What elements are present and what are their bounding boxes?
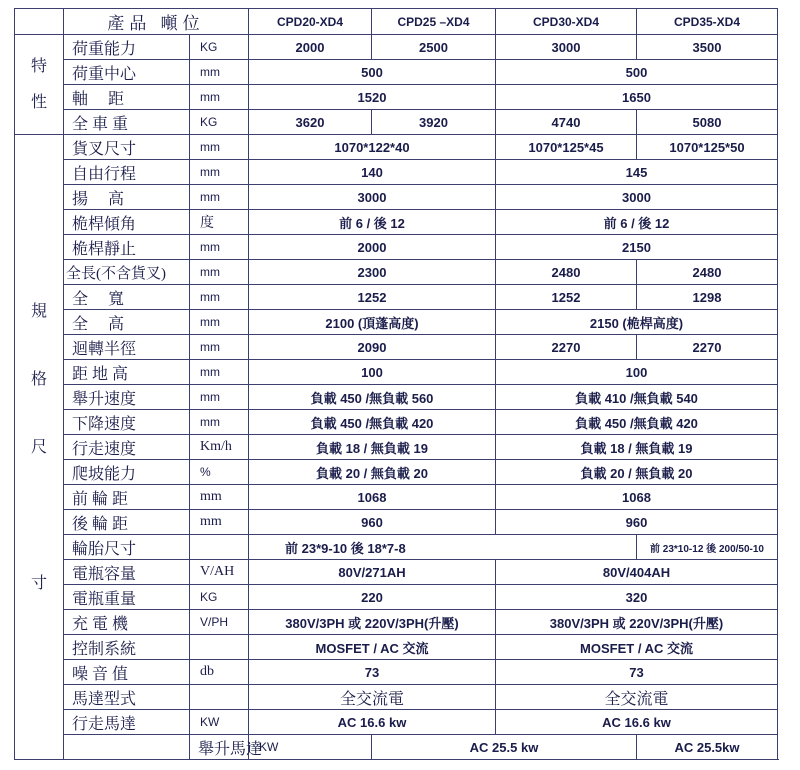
- row-gradeability: [15, 460, 778, 485]
- row-lift-motor: [15, 735, 778, 760]
- value-battery-capacity-large: 80V/404AH: [496, 560, 778, 585]
- unit-load-capacity: KG: [190, 35, 249, 60]
- unit-noise: db: [190, 660, 249, 685]
- value-charger-small: 380V/3PH 或 220V/3PH(升壓): [249, 610, 496, 635]
- label-travel-motor: 行走馬達: [64, 710, 190, 735]
- value-load-capacity-cpd35: 3500: [637, 35, 778, 60]
- value-fork-size-small: 1070*122*40: [249, 135, 496, 160]
- value-battery-weight-large: 320: [496, 585, 778, 610]
- value-rear-tread-large: 960: [496, 510, 778, 535]
- label-mast-static: 桅桿靜止: [64, 235, 190, 260]
- value-fork-size-cpd30: 1070*125*45: [496, 135, 637, 160]
- value-travel-motor-small: AC 16.6 kw: [249, 710, 496, 735]
- unit-travel-speed: Km/h: [190, 435, 249, 460]
- label-turning-radius: 迴轉半徑: [64, 335, 190, 360]
- row-total-weight: [15, 110, 778, 135]
- value-turning-radius-cpd30: 2270: [496, 335, 637, 360]
- row-free-lift: [15, 160, 778, 185]
- label-overall-height: 全 高: [64, 310, 190, 335]
- value-ground-clearance-small: 100: [249, 360, 496, 385]
- label-charger: 充 電 機: [64, 610, 190, 635]
- value-lower-speed-small: 負載 450 /無負載 420: [249, 410, 496, 435]
- spec-table: [14, 8, 778, 760]
- value-lift-motor-small: AC 25.5 kw: [372, 735, 637, 760]
- unit-battery-capacity: V/AH: [190, 560, 249, 585]
- row-overall-height: [15, 310, 778, 335]
- unit-ground-clearance: mm: [190, 360, 249, 385]
- unit-lower-speed: mm: [190, 410, 249, 435]
- value-control-system-small: MOSFET / AC 交流: [249, 635, 496, 660]
- label-wheelbase: 軸 距: [64, 85, 190, 110]
- value-overall-width-cpd35: 1298: [637, 285, 778, 310]
- unit-travel-motor: KW: [190, 710, 249, 735]
- value-noise-large: 73: [496, 660, 778, 685]
- value-total-weight-cpd20: 3620: [249, 110, 372, 135]
- category-empty-cell: [64, 735, 190, 760]
- value-free-lift-large: 145: [496, 160, 778, 185]
- value-overall-height-small: 2100 (頂蓬高度): [249, 310, 496, 335]
- unit-mast-tilt: 度: [190, 210, 249, 235]
- label-load-center: 荷重中心: [64, 60, 190, 85]
- value-total-weight-cpd30: 4740: [496, 110, 637, 135]
- row-motor-type: [15, 685, 778, 710]
- value-lower-speed-large: 負載 450 /無負載 420: [496, 410, 778, 435]
- unit-overall-height: mm: [190, 310, 249, 335]
- label-control-system: 控制系統: [64, 635, 190, 660]
- label-lift-speed: 舉升速度: [64, 385, 190, 410]
- unit-wheelbase: mm: [190, 85, 249, 110]
- row-front-tread: [15, 485, 778, 510]
- value-fork-size-cpd35: 1070*125*50: [637, 135, 778, 160]
- value-gradeability-large: 負載 20 / 無負載 20: [496, 460, 778, 485]
- label-lift-height: 揚 高: [64, 185, 190, 210]
- unit-motor-type: [190, 685, 249, 710]
- value-wheelbase-small: 1520: [249, 85, 496, 110]
- header-row: [15, 9, 778, 35]
- unit-tire-size: [190, 535, 249, 560]
- model-cpd25: CPD25 –XD4: [372, 9, 496, 35]
- label-travel-speed: 行走速度: [64, 435, 190, 460]
- value-mast-tilt-small: 前 6 / 後 12: [249, 210, 496, 235]
- value-lift-speed-small: 負載 450 /無負載 560: [249, 385, 496, 410]
- value-control-system-large: MOSFET / AC 交流: [496, 635, 778, 660]
- value-tire-size-large: 前 23*10-12 後 200/50-10: [637, 535, 778, 560]
- unit-lift-motor: KW: [249, 735, 372, 760]
- label-tire-size: 輪胎尺寸: [64, 535, 190, 560]
- row-lift-speed: [15, 385, 778, 410]
- unit-turning-radius: mm: [190, 335, 249, 360]
- value-mast-static-small: 2000: [249, 235, 496, 260]
- value-front-tread-small: 1068: [249, 485, 496, 510]
- label-overall-width: 全 寬: [64, 285, 190, 310]
- value-front-tread-large: 1068: [496, 485, 778, 510]
- value-rear-tread-small: 960: [249, 510, 496, 535]
- unit-battery-weight: KG: [190, 585, 249, 610]
- value-overall-width-small: 1252: [249, 285, 496, 310]
- row-mast-tilt: [15, 210, 778, 235]
- value-lift-speed-large: 負載 410 /無負載 540: [496, 385, 778, 410]
- label-mast-tilt: 桅桿傾角: [64, 210, 190, 235]
- value-gradeability-small: 負載 20 / 無負載 20: [249, 460, 496, 485]
- row-battery-capacity: [15, 560, 778, 585]
- value-turning-radius-small: 2090: [249, 335, 496, 360]
- value-total-weight-cpd25: 3920: [372, 110, 496, 135]
- row-lift-height: [15, 185, 778, 210]
- unit-overall-width: mm: [190, 285, 249, 310]
- value-tire-size-small: 前 23*9-10 後 18*7-8: [249, 535, 637, 560]
- value-turning-radius-cpd35: 2270: [637, 335, 778, 360]
- unit-gradeability: %: [190, 460, 249, 485]
- unit-charger: V/PH: [190, 610, 249, 635]
- value-charger-large: 380V/3PH 或 220V/3PH(升壓): [496, 610, 778, 635]
- value-lift-motor-large: AC 25.5kw: [637, 735, 778, 760]
- label-fork-size: 貨叉尺寸: [64, 135, 190, 160]
- value-motor-type-large: 全交流電: [496, 685, 778, 710]
- value-ground-clearance-large: 100: [496, 360, 778, 385]
- label-motor-type: 馬達型式: [64, 685, 190, 710]
- label-noise: 噪 音 值: [64, 660, 190, 685]
- label-rear-tread: 後 輪 距: [64, 510, 190, 535]
- row-charger: [15, 610, 778, 635]
- label-lower-speed: 下降速度: [64, 410, 190, 435]
- value-load-center-small: 500: [249, 60, 496, 85]
- model-cpd35: CPD35-XD4: [637, 9, 778, 35]
- value-travel-speed-large: 負載 18 / 無負載 19: [496, 435, 778, 460]
- row-fork-size: [15, 135, 778, 160]
- unit-control-system: [190, 635, 249, 660]
- header-title: 產品 噸位: [64, 9, 249, 35]
- row-overall-width: [15, 285, 778, 310]
- label-overall-length: 全長(不含貨叉): [64, 260, 190, 285]
- label-lift-motor: 舉升馬達: [190, 735, 249, 760]
- value-load-capacity-cpd25: 2500: [372, 35, 496, 60]
- value-travel-motor-large: AC 16.6 kw: [496, 710, 778, 735]
- row-lower-speed: [15, 410, 778, 435]
- row-turning-radius: [15, 335, 778, 360]
- label-gradeability: 爬坡能力: [64, 460, 190, 485]
- value-battery-weight-small: 220: [249, 585, 496, 610]
- value-mast-tilt-large: 前 6 / 後 12: [496, 210, 778, 235]
- unit-rear-tread: mm: [190, 510, 249, 535]
- value-load-capacity-cpd30: 3000: [496, 35, 637, 60]
- value-travel-speed-small: 負載 18 / 無負載 19: [249, 435, 496, 460]
- row-travel-speed: [15, 435, 778, 460]
- corner-cell: [15, 9, 64, 35]
- value-motor-type-small: 全交流電: [249, 685, 496, 710]
- row-wheelbase: [15, 85, 778, 110]
- unit-overall-length: mm: [190, 260, 249, 285]
- label-free-lift: 自由行程: [64, 160, 190, 185]
- label-ground-clearance: 距 地 高: [64, 360, 190, 385]
- value-total-weight-cpd35: 5080: [637, 110, 778, 135]
- value-battery-capacity-small: 80V/271AH: [249, 560, 496, 585]
- value-overall-length-cpd35: 2480: [637, 260, 778, 285]
- value-lift-height-large: 3000: [496, 185, 778, 210]
- value-mast-static-large: 2150: [496, 235, 778, 260]
- category-properties: 特 性: [15, 35, 64, 135]
- row-load-center: [15, 60, 778, 85]
- label-load-capacity: 荷重能力: [64, 35, 190, 60]
- model-cpd20: CPD20-XD4: [249, 9, 372, 35]
- row-noise: [15, 660, 778, 685]
- unit-total-weight: KG: [190, 110, 249, 135]
- row-travel-motor: [15, 710, 778, 735]
- value-free-lift-small: 140: [249, 160, 496, 185]
- row-tire-size: [15, 535, 778, 560]
- row-overall-length: [15, 260, 778, 285]
- unit-free-lift: mm: [190, 160, 249, 185]
- value-lift-height-small: 3000: [249, 185, 496, 210]
- label-front-tread: 前 輪 距: [64, 485, 190, 510]
- label-total-weight: 全 車 重: [64, 110, 190, 135]
- row-battery-weight: [15, 585, 778, 610]
- unit-front-tread: mm: [190, 485, 249, 510]
- value-load-center-large: 500: [496, 60, 778, 85]
- row-load-capacity: [15, 35, 778, 60]
- label-battery-weight: 電瓶重量: [64, 585, 190, 610]
- row-mast-static: [15, 235, 778, 260]
- model-cpd30: CPD30-XD4: [496, 9, 637, 35]
- value-overall-width-cpd30: 1252: [496, 285, 637, 310]
- value-load-capacity-cpd20: 2000: [249, 35, 372, 60]
- value-wheelbase-large: 1650: [496, 85, 778, 110]
- unit-mast-static: mm: [190, 235, 249, 260]
- label-battery-capacity: 電瓶容量: [64, 560, 190, 585]
- unit-load-center: mm: [190, 60, 249, 85]
- row-ground-clearance: [15, 360, 778, 385]
- value-overall-length-small: 2300: [249, 260, 496, 285]
- row-control-system: [15, 635, 778, 660]
- row-rear-tread: [15, 510, 778, 535]
- value-overall-height-large: 2150 (桅桿高度): [496, 310, 778, 335]
- value-overall-length-cpd30: 2480: [496, 260, 637, 285]
- unit-fork-size: mm: [190, 135, 249, 160]
- value-noise-small: 73: [249, 660, 496, 685]
- unit-lift-height: mm: [190, 185, 249, 210]
- unit-lift-speed: mm: [190, 385, 249, 410]
- category-specs: 規 格 尺 寸: [15, 135, 64, 760]
